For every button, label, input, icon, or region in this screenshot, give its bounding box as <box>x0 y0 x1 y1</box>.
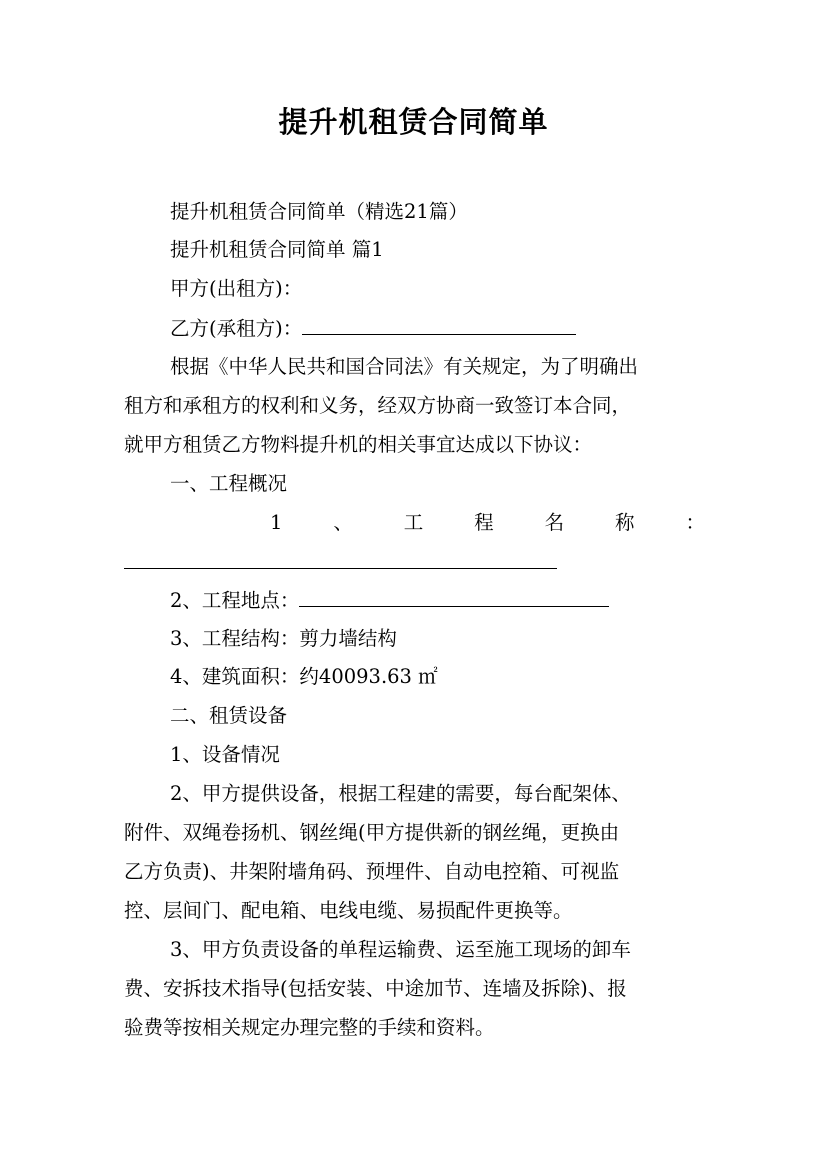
paragraph-line: 验费等按相关规定办理完整的手续和资料。 <box>124 1016 495 1039</box>
paragraph-line: 费、安拆技术指导(包括安装、中途加节、连墙及拆除)、报 <box>124 977 627 1000</box>
paragraph-line: 3、甲方负责设备的单程运输费、运至施工现场的卸车 <box>170 938 631 961</box>
paragraph-line: 乙方负责)、井架附墙角码、预埋件、自动电控箱、可视监 <box>124 860 620 883</box>
location-label: 2、工程地点： <box>170 589 300 612</box>
project-name-blank <box>124 568 557 569</box>
party-b-label: 乙方(承租方)： <box>170 317 303 340</box>
project-name-char: 名 <box>544 511 565 534</box>
party-a-label: 甲方(出租方)： <box>170 277 303 300</box>
paragraph-line: 附件、双绳卷扬机、钢丝绳(甲方提供新的钢丝绳，更换由 <box>124 821 620 844</box>
location-row <box>170 588 609 613</box>
paragraph-line: 控、层间门、配电箱、电线电缆、易损配件更换等。 <box>124 899 573 922</box>
project-name-char: 、 <box>333 511 353 534</box>
section-heading: 一、工程概况 <box>170 472 288 495</box>
area-line: 4、建筑面积：约40093.63 ㎡ <box>170 665 438 688</box>
intro-line: 租方和承租方的权利和义务，经双方协商一致签订本合同， <box>124 394 632 417</box>
paragraph-line: 2、甲方提供设备，根据工程建的需要，每台配架体、 <box>170 782 631 805</box>
section-heading: 二、租赁设备 <box>170 704 288 727</box>
project-name-row <box>270 511 705 535</box>
intro-line: 就甲方租赁乙方物料提升机的相关事宜达成以下协议： <box>124 433 593 456</box>
location-blank <box>299 588 609 607</box>
project-name-char: 称 <box>615 511 635 534</box>
project-name-char: 1 <box>270 511 283 534</box>
project-name-char: 程 <box>474 511 494 534</box>
intro-line: 根据《中华人民共和国合同法》有关规定，为了明确出 <box>170 355 639 378</box>
party-b-blank <box>302 316 576 335</box>
party-b-row <box>170 316 576 341</box>
project-name-char: ： <box>685 511 705 534</box>
subsection-heading: 1、设备情况 <box>170 743 280 766</box>
structure-line: 3、工程结构：剪力墙结构 <box>170 627 397 650</box>
chapter-heading: 提升机租赁合同简单 篇1 <box>170 238 384 261</box>
page-title: 提升机租赁合同简单 <box>278 105 549 139</box>
project-name-char: 工 <box>403 511 424 534</box>
subtitle: 提升机租赁合同简单（精选21篇） <box>170 200 468 223</box>
